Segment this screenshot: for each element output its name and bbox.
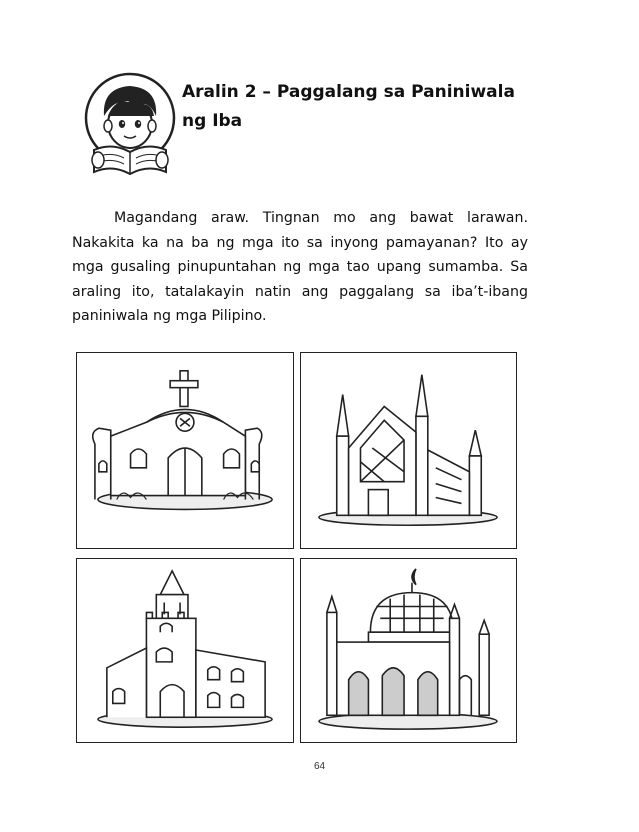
page-number: 64: [313, 761, 326, 772]
intro-paragraph: Magandang araw. Tingnan mo ang bawat larawan. Nakakita ka na ba ng mga ito sa inyong pamayanan? Ito ay mga gusaling pinupuntahan ng mga tao upang sumamba. Sa araling ito, tatalakayin natin ang paggalang sa iba’t-ibang paniniwala ng mga Pilipino.: [72, 210, 528, 325]
bell-tower-church-icon: [76, 558, 294, 743]
lesson-title: Aralin 2 – Paggalang sa Paniniwala ng Iba: [182, 82, 515, 131]
boy-reading-book-icon: [84, 72, 176, 180]
modern-church-spires-icon: [300, 352, 517, 549]
church-with-cross-icon: [76, 352, 294, 549]
mosque-dome-icon: [300, 558, 517, 743]
